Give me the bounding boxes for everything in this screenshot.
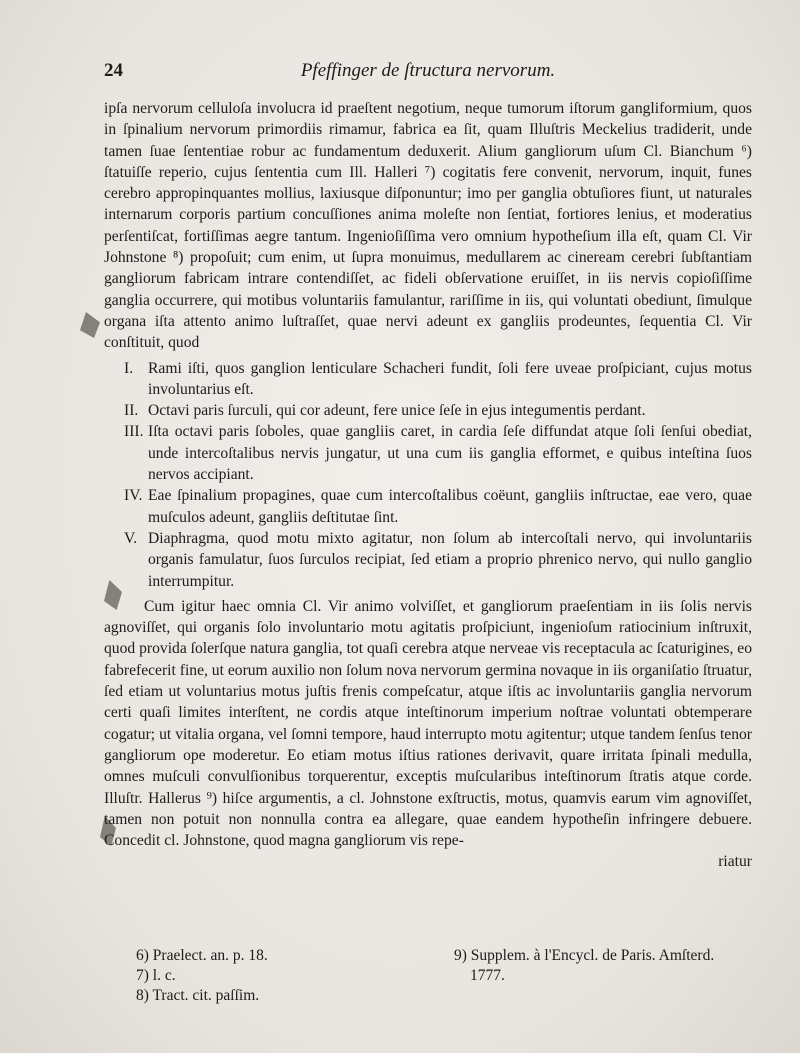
list-item-text: Eae ſpinalium propagines, quae cum intercoſtalibus coëunt, gangliis inſtructae, eae vero, quae muſculos adeunt, gangliis deſtitutae ſint. [148, 487, 752, 526]
list-item-number: III. [124, 423, 144, 441]
list-item [104, 421, 752, 485]
footnotes-right [454, 946, 754, 986]
list-item-text: Diaphragma, quod motu mixto agitatur, non ſolum ab intercoſtali nervo, qui involuntariis organis famulatur, ſuos ſurculos recipiat, ſed etiam a proprio phrenico nervo, qui nullo ganglio interrumpitur. [148, 529, 752, 590]
running-head: Pfeffinger de ſtructura nervorum. [300, 60, 556, 81]
list-item-number: IV. [124, 487, 143, 505]
list-item-text: Iſta octavi paris ſoboles, quae gangliis caret, in cardia ſeſe diffundat atque ſoli ſenſui obediat, unde intercoſtalibus nervis jungatur, ut una cum iis ganglia efformet, e quibus inteſtina ſuos nervos accipiant. [148, 423, 752, 484]
ink-smudge [80, 312, 100, 338]
list-item [104, 528, 752, 592]
list-item-text: Octavi paris ſurculi, qui cor adeunt, fere unice ſeſe in ejus integumentis perdant. [148, 402, 646, 420]
footnote-6: 6) Praelect. an. p. 18. [136, 947, 268, 964]
footnote-7: 7) l. c. [136, 967, 176, 984]
page-header [104, 60, 752, 86]
list-item-text: Rami iſti, quos ganglion lenticulare Schacheri fundit, ſoli fere uveae proſpiciant, cujus motus involuntarius eſt. [148, 359, 752, 398]
footnote-9-year: 1777. [470, 967, 505, 984]
list-item [104, 400, 752, 421]
list-item-number: I. [124, 359, 134, 377]
paragraph-1: ipſa nervorum celluloſa involucra id praeſtent negotium, neque tumorum iſtorum gangliformium, quos in ſpinalium nervorum primordiis rimamur, fabrica ea ſit, quam Illuſtris Meckelius tradiderit, unde tamen ſuae ſententiae robur ac fundamentum deduxerit. Alium gangliorum uſum Cl. Bianchum ⁶) ſtatuiſſe reperio, cujus ſententia cum Ill. Halleri ⁷) cogitatis fere convenit, nervorum, inquit, funes cerebro appropinquantes mollius, laxiusque diſponuntur; imo per ganglia obtuſiores fiunt, ut naturales internarum corporis partium concuſſiones anima moleſte non ſentiat, fortiores lenius, et moderatius perſentiſcat, fortiſſimas aegre tantum. Ingenioſiſſima vero omnium hypotheſium illa eſt, quam Cl. Vir Johnstone ⁸) propoſuit; cum enim, ut ſupra monuimus, medullarem ac cineream cerebri ſubſtantiam gangliorum fabricam intrare contendiſſet, ac fideli obſervatione eruiſſet, in iis nervis copioſiſſime ganglia occurrere, qui motibus voluntariis famulantur, rariſſime in iis, qui voluntati obediunt, ſimulque organa iſta attento animo luſtraſſet, quae nervi adeunt ex gangliis prodeuntes, ſequentia Cl. Vir conſtituit, quod [104, 100, 752, 352]
footnotes-left [136, 946, 396, 1006]
list-item-number: V. [124, 529, 138, 547]
catchword: riatur [718, 853, 752, 871]
footnote-8: 8) Tract. cit. paſſim. [136, 987, 260, 1004]
numbered-list [104, 358, 752, 592]
page-number: 24 [104, 60, 123, 81]
main-text [104, 98, 752, 873]
list-item [104, 485, 752, 528]
footnote-9: 9) Supplem. à l'Encycl. de Paris. Amſterd. [454, 947, 715, 964]
list-item [104, 358, 752, 401]
paragraph-2: Cum igitur haec omnia Cl. Vir animo volviſſet, et gangliorum praeſentiam in iis ſolis nervis agnoviſſet, qui organis ſolo involuntario motu agitatis proſpiciunt, ingenioſum ratiocinium inſtruxit, quod provida ſolerſque natura ganglia, tot quaſi cerebra atque nerveae vis receptacula ac ſcaturigines, eo fabrefecerit fine, ut eorum auxilio non ſolum nova nervorum germina novaque in iis organiſatio ſtruatur, ſed etiam ut voluntarius motus juſtis frenis compeſcatur, atque iſtis ac involuntariis ganglia nervorum certi quaſi limites interſtent, ne cordis atque inteſtinorum imperium noſtrae voluntati obtemperare cogatur; ut vitalia organa, vel ſomni tempore, haud interrupto motu agitentur; utque tandem ſenſus tenor gangliorum ope moderetur. Eo etiam motus iſtius rationes derivavit, quare irritata ſpinali medulla, omnes muſculi convulſionibus torquerentur, exceptis muſcularibus inteſtinorum ſtratis atque corde. Illuſtr. Hallerus ⁹) hiſce argumentis, a cl. Johnstone exſtructis, motus, quamvis earum vim agnoviſſet, tamen non potuit non nonnulla contra ea allegare, quae eandem hypotheſin infringere debuere. Concedit cl. Johnstone, quod magna gangliorum vis repe- [104, 597, 752, 850]
list-item-number: II. [124, 402, 139, 420]
